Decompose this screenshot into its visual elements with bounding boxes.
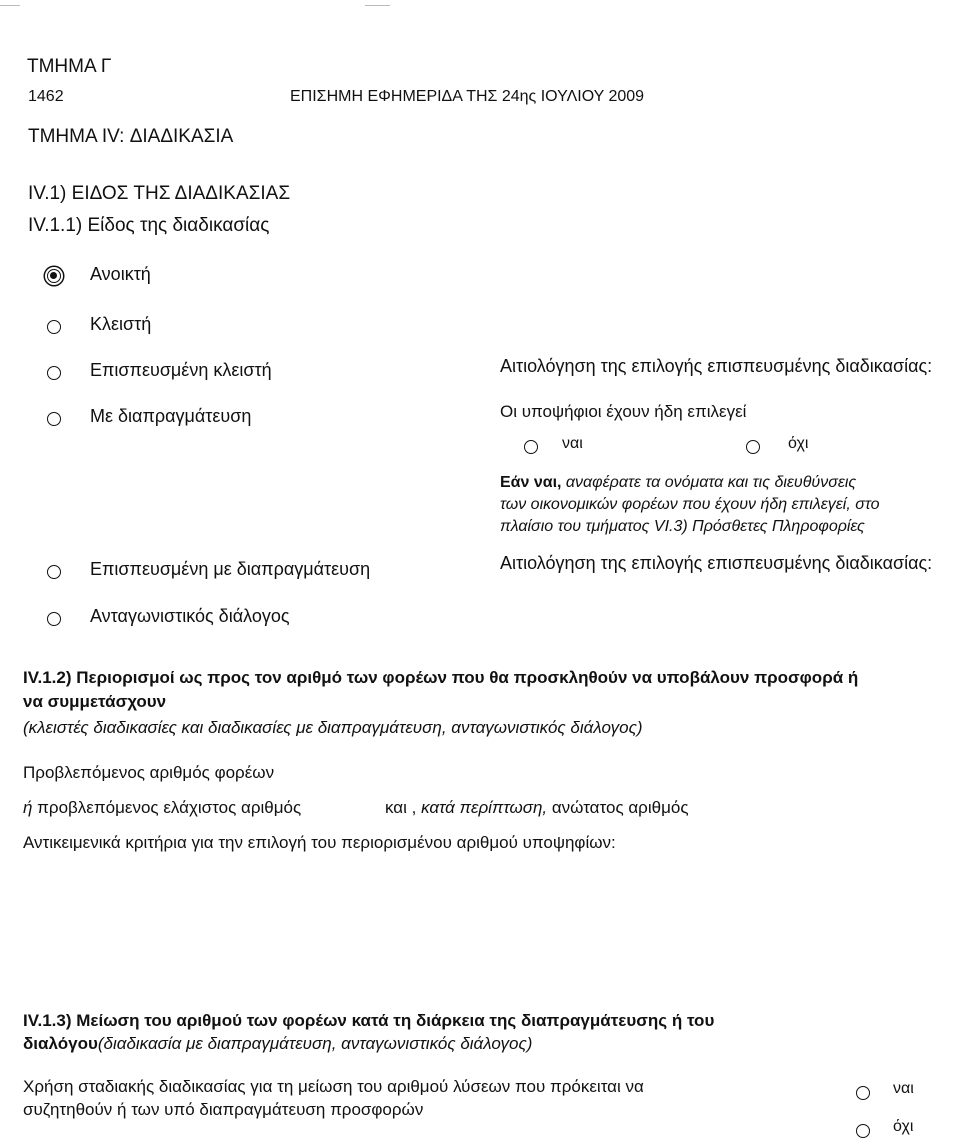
iv1-title: IV.1) ΕΙΔΟΣ ΤΗΣ ΔΙΑΔΙΚΑΣΙΑΣ [28, 183, 291, 204]
staged-yes-label: ναι [893, 1080, 914, 1097]
if-yes-bold: Εάν ναι, [500, 474, 562, 491]
iv13-title-line-2 [23, 1034, 532, 1054]
option-restricted-label: Κλειστή [90, 314, 152, 334]
iv13-title-italic: (διαδικασία με διαπραγμάτευση, ανταγωνιστικός διάλογος) [97, 1034, 533, 1053]
iv11-title: IV.1.1) Είδος της διαδικασίας [28, 215, 270, 236]
option-competitive-dialogue-label: Ανταγωνιστικός διάλογος [90, 606, 290, 626]
if-yes-line-3: πλαίσιο του τμήματος VI.3) Πρόσθετες Πληροφορίες [500, 518, 865, 535]
iv13-title-line-1: IV.1.3) Μείωση του αριθμού των φορέων κατά τη διάρκεια της διαπραγμάτευσης ή του [23, 1011, 715, 1030]
if-yes-text-1: αναφέρατε τα ονόματα και τις διευθύνσεις [561, 474, 857, 491]
option-negotiated-label: Με διαπραγμάτευση [90, 406, 252, 426]
radio-selected-no[interactable] [746, 440, 760, 454]
iv12-title-line-1: IV.1.2) Περιορισμοί ως προς τον αριθμό των φορέων που θα προσκληθούν να υποβάλουν προσφορά ή [23, 668, 859, 687]
envisaged-number-label: Προβλεπόμενος αριθμός φορέων [23, 763, 275, 782]
justification-restricted: Αιτιολόγηση της επιλογής επισπευσμένης διαδικασίας: [500, 356, 933, 376]
or-min-prefix: ή [23, 798, 33, 817]
radio-staged-no[interactable] [856, 1124, 870, 1138]
iv13-title-bold: διαλόγου [23, 1034, 98, 1053]
radio-accelerated-restricted[interactable] [47, 366, 61, 380]
iv12-note: (κλειστές διαδικασίες και διαδικασίες με διαπραγμάτευση, ανταγωνιστικός διάλογος) [23, 718, 643, 737]
if-applicable: κατά περίπτωση, [416, 798, 548, 817]
max-number-label [385, 798, 689, 818]
option-accelerated-negotiated-label: Επισπευσμένη με διαπραγμάτευση [90, 559, 371, 579]
option-open-label: Ανοικτή [90, 264, 151, 284]
if-yes-line-2: των οικονομικών φορέων που έχουν ήδη επιλεγεί, στο [500, 496, 880, 513]
and-prefix: και , [385, 798, 417, 817]
min-number-label [23, 798, 301, 818]
selected-no-label: όχι [788, 435, 809, 452]
radio-open[interactable] [47, 269, 61, 283]
justification-negotiated: Αιτιολόγηση της επιλογής επισπευσμένης διαδικασίας: [500, 553, 933, 573]
staged-text-line-1: Χρήση σταδιακής διαδικασίας για τη μείωση του αριθμού λύσεων που πρόκειται να [23, 1077, 644, 1096]
radio-restricted[interactable] [47, 320, 61, 334]
part-title: ΤΜΗΜΑ IV: ΔΙΑΔΙΚΑΣΙΑ [28, 126, 234, 147]
gazette-header: ΕΠΙΣΗΜΗ ΕΦΗΜΕΡΙΔΑ ΤΗΣ 24ης ΙΟΥΛΙΟΥ 2009 [290, 88, 645, 105]
candidates-selected: Οι υποψήφιοι έχουν ήδη επιλεγεί [500, 402, 747, 421]
if-yes-line-1 [500, 474, 856, 492]
option-accelerated-restricted-label: Επισπευσμένη κλειστή [90, 360, 272, 380]
radio-selected-yes[interactable] [524, 440, 538, 454]
objective-criteria-label: Αντικειμενικά κριτήρια για την επιλογή του περιορισμένου αριθμού υποψηφίων: [23, 833, 616, 852]
radio-negotiated[interactable] [47, 412, 61, 426]
selected-yes-label: ναι [562, 435, 583, 452]
radio-staged-yes[interactable] [856, 1086, 870, 1100]
radio-competitive-dialogue[interactable] [47, 612, 61, 626]
section-label: ΤΜΗΜΑ Γ [27, 56, 112, 77]
page-number: 1462 [28, 88, 64, 105]
staged-text-line-2: συζητηθούν ή των υπό διαπραγμάτευση προσφορών [23, 1100, 424, 1119]
radio-accelerated-negotiated[interactable] [47, 565, 61, 579]
scan-edge [0, 0, 960, 8]
or-min-text: προβλεπόμενος ελάχιστος αριθμός [32, 798, 302, 817]
staged-no-label: όχι [893, 1118, 914, 1135]
max-number-text: ανώτατος αριθμός [547, 798, 689, 817]
iv12-title-line-2: να συμμετάσχουν [23, 692, 167, 711]
